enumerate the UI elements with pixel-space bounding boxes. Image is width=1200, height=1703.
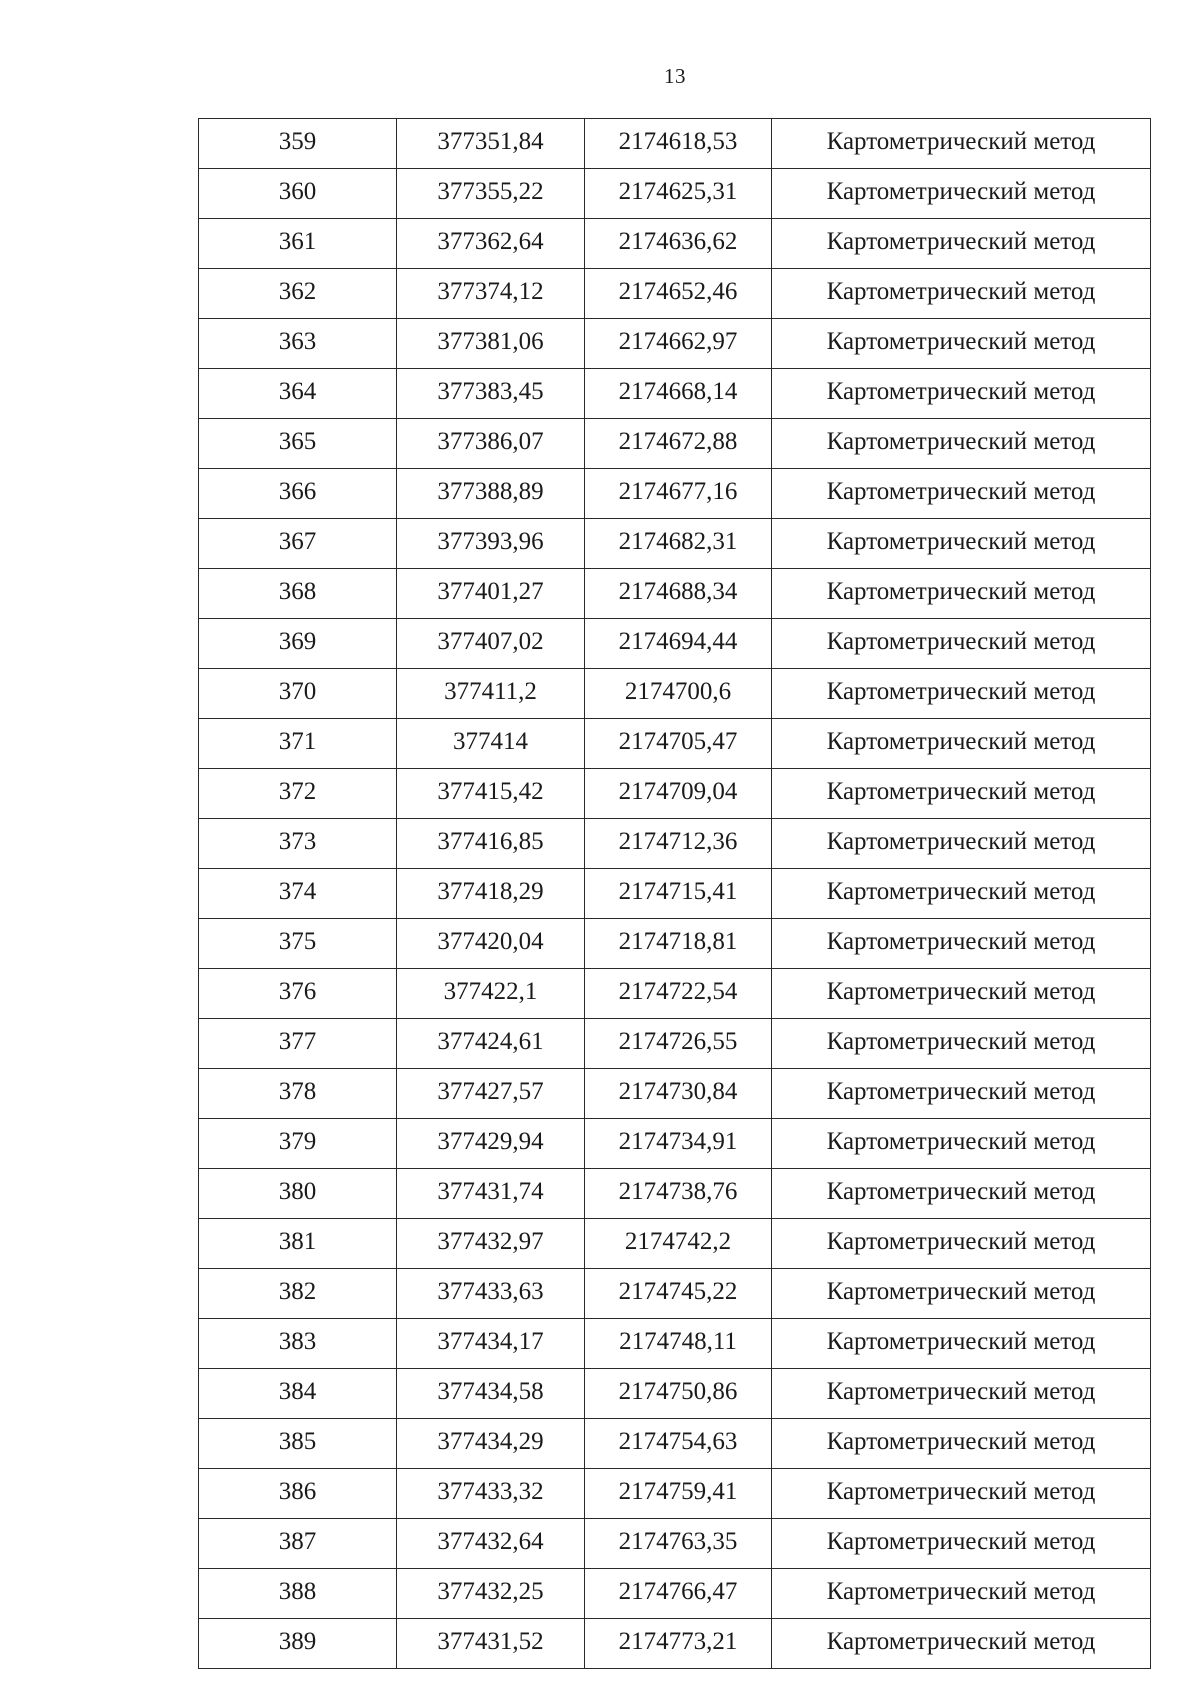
table-row xyxy=(199,1569,1151,1619)
point-number-cell: 376 xyxy=(199,969,397,1019)
point-number-cell: 382 xyxy=(199,1269,397,1319)
y-coordinate-cell: 2174742,2 xyxy=(585,1219,772,1269)
method-cell: Картометрический метод xyxy=(772,1519,1151,1569)
method-cell: Картометрический метод xyxy=(772,319,1151,369)
table-row xyxy=(199,469,1151,519)
y-coordinate-cell: 2174748,11 xyxy=(585,1319,772,1369)
table-row xyxy=(199,1119,1151,1169)
x-coordinate-cell: 377434,29 xyxy=(397,1419,585,1469)
x-coordinate-cell: 377362,64 xyxy=(397,219,585,269)
table-row xyxy=(199,1269,1151,1319)
method-cell: Картометрический метод xyxy=(772,219,1151,269)
point-number-cell: 384 xyxy=(199,1369,397,1419)
y-coordinate-cell: 2174694,44 xyxy=(585,619,772,669)
x-coordinate-cell: 377388,89 xyxy=(397,469,585,519)
y-coordinate-cell: 2174738,76 xyxy=(585,1169,772,1219)
y-coordinate-cell: 2174682,31 xyxy=(585,519,772,569)
method-cell: Картометрический метод xyxy=(772,1169,1151,1219)
method-cell: Картометрический метод xyxy=(772,1019,1151,1069)
method-cell: Картометрический метод xyxy=(772,1569,1151,1619)
method-cell: Картометрический метод xyxy=(772,669,1151,719)
method-cell: Картометрический метод xyxy=(772,1469,1151,1519)
method-cell: Картометрический метод xyxy=(772,1319,1151,1369)
x-coordinate-cell: 377401,27 xyxy=(397,569,585,619)
table-row xyxy=(199,369,1151,419)
point-number-cell: 389 xyxy=(199,1619,397,1669)
x-coordinate-cell: 377411,2 xyxy=(397,669,585,719)
method-cell: Картометрический метод xyxy=(772,269,1151,319)
point-number-cell: 374 xyxy=(199,869,397,919)
x-coordinate-cell: 377355,22 xyxy=(397,169,585,219)
method-cell: Картометрический метод xyxy=(772,1119,1151,1169)
table-row xyxy=(199,719,1151,769)
table-row xyxy=(199,1369,1151,1419)
point-number-cell: 387 xyxy=(199,1519,397,1569)
point-number-cell: 365 xyxy=(199,419,397,469)
table-row xyxy=(199,1319,1151,1369)
table-row xyxy=(199,1069,1151,1119)
x-coordinate-cell: 377432,64 xyxy=(397,1519,585,1569)
table-row xyxy=(199,169,1151,219)
method-cell: Картометрический метод xyxy=(772,169,1151,219)
table-row xyxy=(199,319,1151,369)
point-number-cell: 375 xyxy=(199,919,397,969)
point-number-cell: 388 xyxy=(199,1569,397,1619)
x-coordinate-cell: 377415,42 xyxy=(397,769,585,819)
point-number-cell: 379 xyxy=(199,1119,397,1169)
point-number-cell: 378 xyxy=(199,1069,397,1119)
page-number: 13 xyxy=(664,64,686,88)
method-cell: Картометрический метод xyxy=(772,1369,1151,1419)
table-row xyxy=(199,119,1151,169)
x-coordinate-cell: 377420,04 xyxy=(397,919,585,969)
table-row xyxy=(199,669,1151,719)
y-coordinate-cell: 2174750,86 xyxy=(585,1369,772,1419)
method-cell: Картометрический метод xyxy=(772,519,1151,569)
table-row xyxy=(199,1019,1151,1069)
point-number-cell: 361 xyxy=(199,219,397,269)
table-row xyxy=(199,969,1151,1019)
x-coordinate-cell: 377393,96 xyxy=(397,519,585,569)
point-number-cell: 360 xyxy=(199,169,397,219)
method-cell: Картометрический метод xyxy=(772,119,1151,169)
y-coordinate-cell: 2174652,46 xyxy=(585,269,772,319)
y-coordinate-cell: 2174726,55 xyxy=(585,1019,772,1069)
point-number-cell: 373 xyxy=(199,819,397,869)
method-cell: Картометрический метод xyxy=(772,1269,1151,1319)
point-number-cell: 364 xyxy=(199,369,397,419)
x-coordinate-cell: 377381,06 xyxy=(397,319,585,369)
coordinates-table xyxy=(198,118,1151,1669)
point-number-cell: 372 xyxy=(199,769,397,819)
y-coordinate-cell: 2174766,47 xyxy=(585,1569,772,1619)
y-coordinate-cell: 2174722,54 xyxy=(585,969,772,1019)
method-cell: Картометрический метод xyxy=(772,1419,1151,1469)
x-coordinate-cell: 377432,25 xyxy=(397,1569,585,1619)
y-coordinate-cell: 2174672,88 xyxy=(585,419,772,469)
method-cell: Картометрический метод xyxy=(772,869,1151,919)
y-coordinate-cell: 2174773,21 xyxy=(585,1619,772,1669)
x-coordinate-cell: 377431,74 xyxy=(397,1169,585,1219)
x-coordinate-cell: 377386,07 xyxy=(397,419,585,469)
x-coordinate-cell: 377383,45 xyxy=(397,369,585,419)
table-row xyxy=(199,519,1151,569)
point-number-cell: 386 xyxy=(199,1469,397,1519)
y-coordinate-cell: 2174625,31 xyxy=(585,169,772,219)
point-number-cell: 363 xyxy=(199,319,397,369)
table-row xyxy=(199,219,1151,269)
table-row xyxy=(199,1469,1151,1519)
point-number-cell: 383 xyxy=(199,1319,397,1369)
y-coordinate-cell: 2174677,16 xyxy=(585,469,772,519)
y-coordinate-cell: 2174688,34 xyxy=(585,569,772,619)
point-number-cell: 368 xyxy=(199,569,397,619)
point-number-cell: 377 xyxy=(199,1019,397,1069)
table-row xyxy=(199,619,1151,669)
table-row xyxy=(199,1519,1151,1569)
x-coordinate-cell: 377431,52 xyxy=(397,1619,585,1669)
x-coordinate-cell: 377433,63 xyxy=(397,1269,585,1319)
point-number-cell: 359 xyxy=(199,119,397,169)
point-number-cell: 366 xyxy=(199,469,397,519)
point-number-cell: 367 xyxy=(199,519,397,569)
table-row xyxy=(199,769,1151,819)
y-coordinate-cell: 2174763,35 xyxy=(585,1519,772,1569)
method-cell: Картометрический метод xyxy=(772,1219,1151,1269)
x-coordinate-cell: 377433,32 xyxy=(397,1469,585,1519)
x-coordinate-cell: 377434,17 xyxy=(397,1319,585,1369)
method-cell: Картометрический метод xyxy=(772,369,1151,419)
table-row xyxy=(199,819,1151,869)
point-number-cell: 362 xyxy=(199,269,397,319)
y-coordinate-cell: 2174734,91 xyxy=(585,1119,772,1169)
table-row xyxy=(199,1169,1151,1219)
method-cell: Картометрический метод xyxy=(772,919,1151,969)
x-coordinate-cell: 377422,1 xyxy=(397,969,585,1019)
point-number-cell: 381 xyxy=(199,1219,397,1269)
x-coordinate-cell: 377351,84 xyxy=(397,119,585,169)
x-coordinate-cell: 377432,97 xyxy=(397,1219,585,1269)
method-cell: Картометрический метод xyxy=(772,469,1151,519)
table-row xyxy=(199,269,1151,319)
y-coordinate-cell: 2174730,84 xyxy=(585,1069,772,1119)
x-coordinate-cell: 377427,57 xyxy=(397,1069,585,1119)
coordinates-table-body xyxy=(199,119,1151,1669)
point-number-cell: 380 xyxy=(199,1169,397,1219)
method-cell: Картометрический метод xyxy=(772,569,1151,619)
x-coordinate-cell: 377424,61 xyxy=(397,1019,585,1069)
y-coordinate-cell: 2174700,6 xyxy=(585,669,772,719)
x-coordinate-cell: 377418,29 xyxy=(397,869,585,919)
table-row xyxy=(199,1219,1151,1269)
point-number-cell: 370 xyxy=(199,669,397,719)
method-cell: Картометрический метод xyxy=(772,419,1151,469)
y-coordinate-cell: 2174668,14 xyxy=(585,369,772,419)
point-number-cell: 385 xyxy=(199,1419,397,1469)
x-coordinate-cell: 377429,94 xyxy=(397,1119,585,1169)
x-coordinate-cell: 377407,02 xyxy=(397,619,585,669)
y-coordinate-cell: 2174759,41 xyxy=(585,1469,772,1519)
method-cell: Картометрический метод xyxy=(772,1619,1151,1669)
table-row xyxy=(199,919,1151,969)
y-coordinate-cell: 2174715,41 xyxy=(585,869,772,919)
method-cell: Картометрический метод xyxy=(772,969,1151,1019)
table-row xyxy=(199,1619,1151,1669)
method-cell: Картометрический метод xyxy=(772,719,1151,769)
y-coordinate-cell: 2174712,36 xyxy=(585,819,772,869)
y-coordinate-cell: 2174709,04 xyxy=(585,769,772,819)
table-row xyxy=(199,419,1151,469)
x-coordinate-cell: 377414 xyxy=(397,719,585,769)
table-row xyxy=(199,1419,1151,1469)
y-coordinate-cell: 2174618,53 xyxy=(585,119,772,169)
point-number-cell: 369 xyxy=(199,619,397,669)
method-cell: Картометрический метод xyxy=(772,619,1151,669)
y-coordinate-cell: 2174745,22 xyxy=(585,1269,772,1319)
y-coordinate-cell: 2174705,47 xyxy=(585,719,772,769)
y-coordinate-cell: 2174754,63 xyxy=(585,1419,772,1469)
y-coordinate-cell: 2174718,81 xyxy=(585,919,772,969)
x-coordinate-cell: 377416,85 xyxy=(397,819,585,869)
x-coordinate-cell: 377374,12 xyxy=(397,269,585,319)
x-coordinate-cell: 377434,58 xyxy=(397,1369,585,1419)
point-number-cell: 371 xyxy=(199,719,397,769)
method-cell: Картометрический метод xyxy=(772,1069,1151,1119)
y-coordinate-cell: 2174662,97 xyxy=(585,319,772,369)
y-coordinate-cell: 2174636,62 xyxy=(585,219,772,269)
table-row xyxy=(199,869,1151,919)
table-row xyxy=(199,569,1151,619)
method-cell: Картометрический метод xyxy=(772,769,1151,819)
method-cell: Картометрический метод xyxy=(772,819,1151,869)
